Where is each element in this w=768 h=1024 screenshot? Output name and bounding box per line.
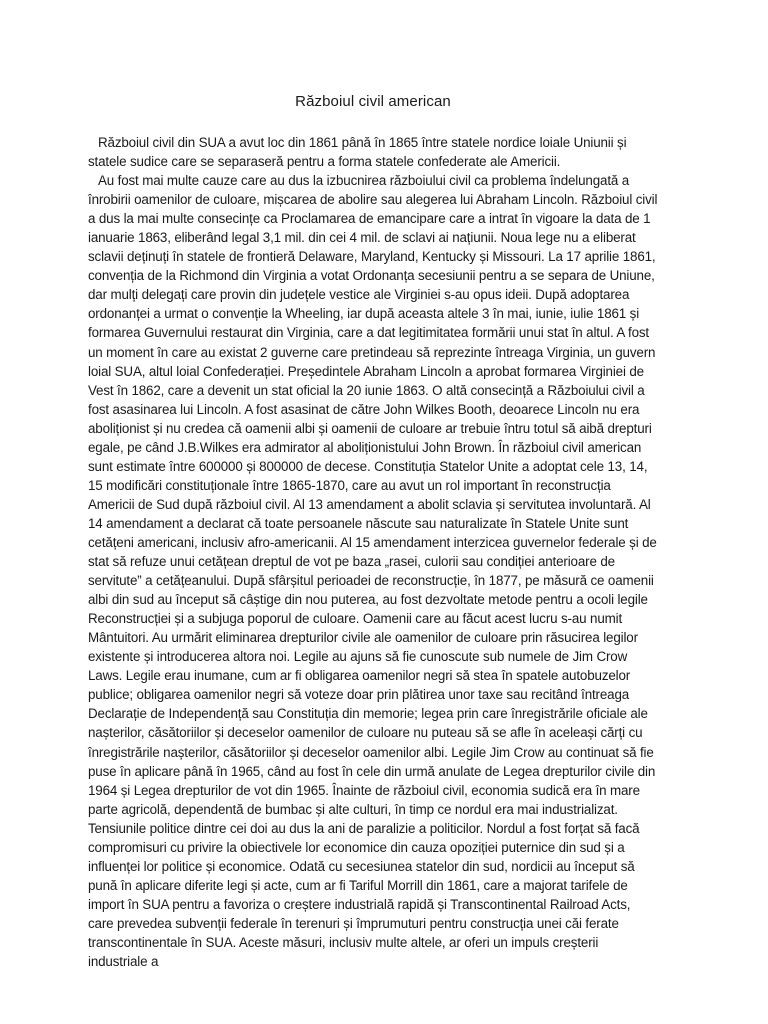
document-body: [88, 133, 658, 971]
paragraph-intro: Războiul civil din SUA a avut loc din 1861 până în 1865 între statele nordice loiale Uniunii și statele sudice care se separaseră pentru a forma statele confederate ale Americii.: [88, 135, 627, 170]
paragraph-causes-consequences: Au fost mai multe cauze care au dus la izbucnirea războiului civil ca problema îndelungată a înrobirii oamenilor de culoare, mișcarea de abolire sau alegerea lui Abraham Lincoln. Războiul civil a dus la mai multe consecințe ca Proclamarea de emancipare care a intrat în vigoare la data de 1 ianuarie 1863, eliberând legal 3,1 mil. din cei 4 mil. de sclavi ai națiunii. Noua lege nu a eliberat sclavii deținuți în statele de frontieră Delaware, Maryland, Kentucky și Missouri. La 17 aprilie 1861, convenția de la Richmond din Virginia a votat Ordonanța secesiunii pentru a se separa de Uniune, dar mulți delegați care provin din județele vestice ale Virginiei s-au opus ideii. După adoptarea ordonanței a urmat o convenție la Wheeling, iar după aceasta altele 3 în mai, iunie, iulie 1861 și formarea Guvernului restaurat din Virginia, care a dat legitimitatea formării unui stat în altul. A fost un moment în care au existat 2 guverne care pretindeau să reprezinte întreaga Virginia, un guvern loial SUA, altul loial Confederației. Președintele Abraham Lincoln a aprobat formarea Virginiei de Vest în 1862, care a devenit un stat oficial la 20 iunie 1863. O altă consecință a Războiului civil a fost asasinarea lui Lincoln. A fost asasinat de către John Wilkes Booth, deoarece Lincoln nu era aboliționist și nu credea că oamenii albi și oamenii de culoare ar trebuie întru totul să aibă drepturi egale, pe când J.B.Wilkes era admirator al aboliționistului John Brown. În războiul civil american sunt estimate între 600000 și 800000 de decese. Constituția Statelor Unite a adoptat cele 13, 14, 15 modificări constituționale între 1865-1870, care au avut un rol important în reconstrucția Americii de Sud după războiul civil. Al 13 amendament a abolit sclavia și servitutea involuntară. Al 14 amendament a declarat că toate persoanele născute sau naturalizate în Statele Unite sunt cetățeni americani, inclusiv afro-americanii. Al 15 amendament interzicea guvernelor federale și de stat să refuze unui cetățean dreptul de vot pe baza „rasei, culorii sau condiției anterioare de servitute” a cetățeanului. După sfârșitul perioadei de reconstrucție, în 1877, pe măsură ce oamenii albi din sud au început să câștige din nou puterea, au fost dezvoltate metode pentru a ocoli legile Reconstrucției și a subjuga poporul de culoare. Oamenii care au făcut acest lucru s-au numit Mântuitori. Au urmărit eliminarea drepturilor civile ale oamenilor de culoare prin răsucirea legilor existente și introducerea altora noi. Legile au ajuns să fie cunoscute sub numele de Jim Crow Laws. Legile erau inumane, cum ar fi obligarea oamenilor negri să stea în spatele autobuzelor publice; obligarea oamenilor negri să voteze doar prin plătirea unor taxe sau recitând întreaga Declarație de Independență sau Constituția din memorie; legea prin care înregistrările oficiale ale nașterilor, căsătoriilor și deceselor oamenilor de culoare nu puteau să se afle în aceleași cărți cu înregistrările nașterilor, căsătoriilor și deceselor oamenilor albi. Legile Jim Crow au continuat să fie puse în aplicare până în 1965, când au fost în cele din urmă anulate de Legea drepturilor civile din 1964 și Legea drepturilor de vot din 1965. Înainte de războiul civil, economia sudică era în mare parte agricolă, dependentă de bumbac și alte culturi, în timp ce nordul era mai industrializat. Tensiunile politice dintre cei doi au dus la ani de paralizie a politicilor. Nordul a fost forțat să facă compromisuri cu privire la obiectivele lor economice din cauza opoziției puternice din sud și a influenței lor politice și economice. Odată cu secesiunea statelor din sud, nordicii au început să pună în aplicare diferite legi și acte, cum ar fi Tariful Morrill din 1861, care a majorat tarifele de import în SUA pentru a favoriza o creștere industrială rapidă și Transcontinental Railroad Acts, care prevedea subvenții federale în terenuri și împrumuturi pentru construcția unei căi ferate transcontinentale în SUA. Aceste măsuri, inclusiv multe altele, ar oferi un impuls creșterii industriale a: [88, 173, 658, 970]
document-title: Războiul civil american: [295, 93, 451, 110]
